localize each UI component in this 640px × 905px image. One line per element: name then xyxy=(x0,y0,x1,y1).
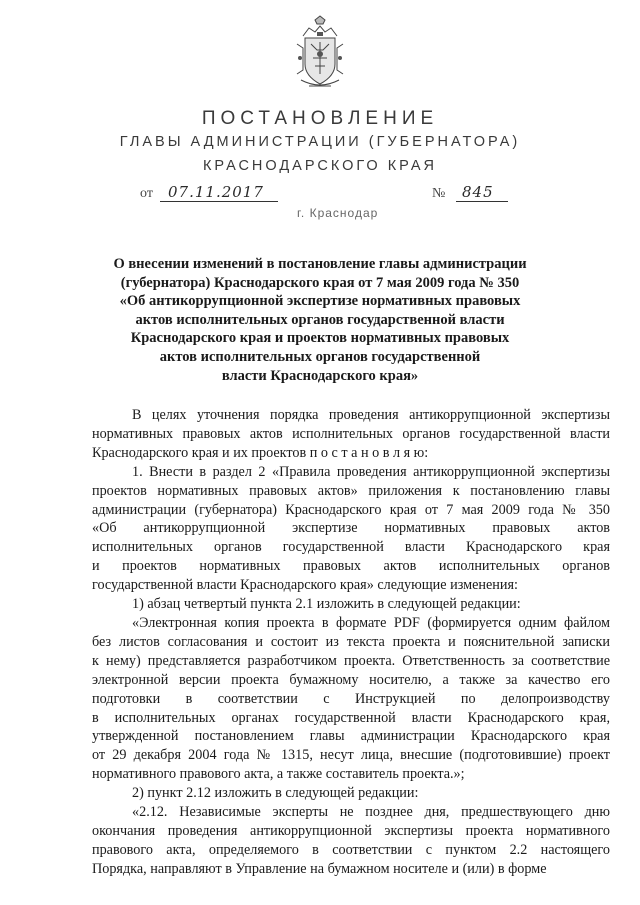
body-text-line: «Об антикоррупционной экспертизе нормативных правовых актов xyxy=(92,520,610,537)
coat-of-arms-emblem xyxy=(295,14,345,96)
body-text-line: нормативного правового акта, а также составитель проекта.»; xyxy=(92,766,465,783)
authority-heading-line2: КРАСНОДАРСКОГО КРАЯ xyxy=(202,158,438,174)
city-label: г. Краснодар xyxy=(297,206,379,220)
body-text-line: окончания проведения антикоррупционной экспертизы проекта нормативного xyxy=(92,822,610,839)
authority-heading-line1: ГЛАВЫ АДМИНИСТРАЦИИ (ГУБЕРНАТОРА) xyxy=(119,134,521,150)
document-title-line: «Об антикоррупционной экспертизе нормативных правовых xyxy=(119,293,521,310)
body-text-line: нормативных правовых актов исполнительных органов государственной власти xyxy=(92,425,610,442)
document-title xyxy=(100,255,540,385)
body-text-line: подготовки в соответствии с Инструкцией по делопроизводству xyxy=(92,690,610,707)
document-title-line: Краснодарского края и проектов нормативных правовых xyxy=(130,330,510,347)
handwritten-date: 07.11.2017 xyxy=(168,183,264,201)
document-title-line: актов исполнительных органов государственной власти xyxy=(135,311,505,328)
body-text-line: «2.12. Независимые эксперты не позднее дня, предшествующего дню xyxy=(132,804,610,821)
document-type-heading: ПОСТАНОВЛЕНИЕ xyxy=(201,108,439,129)
body-text-line: и проектов нормативных правовых актов исполнительных органов xyxy=(92,558,610,575)
document-body xyxy=(92,406,610,879)
body-text-line: проектов нормативных правовых актов» приложения к постановлению главы xyxy=(92,482,610,499)
document-title-line: власти Краснодарского края» xyxy=(221,367,419,384)
body-text-line: 2) пункт 2.12 изложить в следующей редакции: xyxy=(132,785,419,802)
document-title-line: О внесении изменений в постановление главы администрации xyxy=(113,256,527,272)
body-text-line: 1. Внести в раздел 2 «Правила проведения антикоррупционной экспертизы xyxy=(132,463,610,480)
body-text-line: без листов согласования и состоит из текста проекта и пояснительной записки xyxy=(92,633,610,650)
body-text-line: в исполнительных органах государственной власти Краснодарского края, xyxy=(92,709,610,726)
handwritten-number: 845 xyxy=(462,183,494,201)
body-text-line: В целях уточнения порядка проведения антикоррупционной экспертизы xyxy=(132,407,610,423)
date-underline xyxy=(160,201,278,202)
document-title-line: актов исполнительных органов государственной xyxy=(159,348,481,365)
body-text-line: Порядка, направляют в Управление на бумажном носителе и (или) в форме xyxy=(92,860,547,877)
body-text-line: электронной версии проекта бумажному носителю, а также за качество его xyxy=(92,671,610,688)
document-title-line: (губернатора) Краснодарского края от 7 мая 2009 года № 350 xyxy=(120,274,520,291)
body-text-line: 1) абзац четвертый пункта 2.1 изложить в следующей редакции: xyxy=(132,596,521,613)
body-text-line: Краснодарского края и их проектов п о с т а н о в л я ю: xyxy=(92,444,429,461)
body-text-line: администрации (губернатора) Краснодарского края от 7 мая 2009 года № 350 xyxy=(92,501,610,518)
body-text-line: от 29 декабря 2004 года № 1315, несут лица, внесшие (подготовившие) проект xyxy=(92,747,610,764)
body-text-line: «Электронная копия проекта в формате PDF (формируется одним файлом xyxy=(132,614,610,631)
body-text-line: утвержденной постановлением главы администрации Краснодарского края xyxy=(92,728,610,745)
body-text-line: исполнительных органов государственной власти Краснодарского края xyxy=(92,539,610,556)
body-text-line: к нему) представляется разработчиком проекта. Ответственность за соответствие xyxy=(92,652,610,669)
body-text-line: государственной власти Краснодарского края» следующие изменения: xyxy=(92,577,518,594)
number-label: № xyxy=(432,186,446,201)
date-label: от xyxy=(140,186,153,201)
body-text-line: правового акта, определяемого в соответствии с пунктом 2.2 настоящего xyxy=(92,841,610,858)
number-underline xyxy=(456,201,508,202)
